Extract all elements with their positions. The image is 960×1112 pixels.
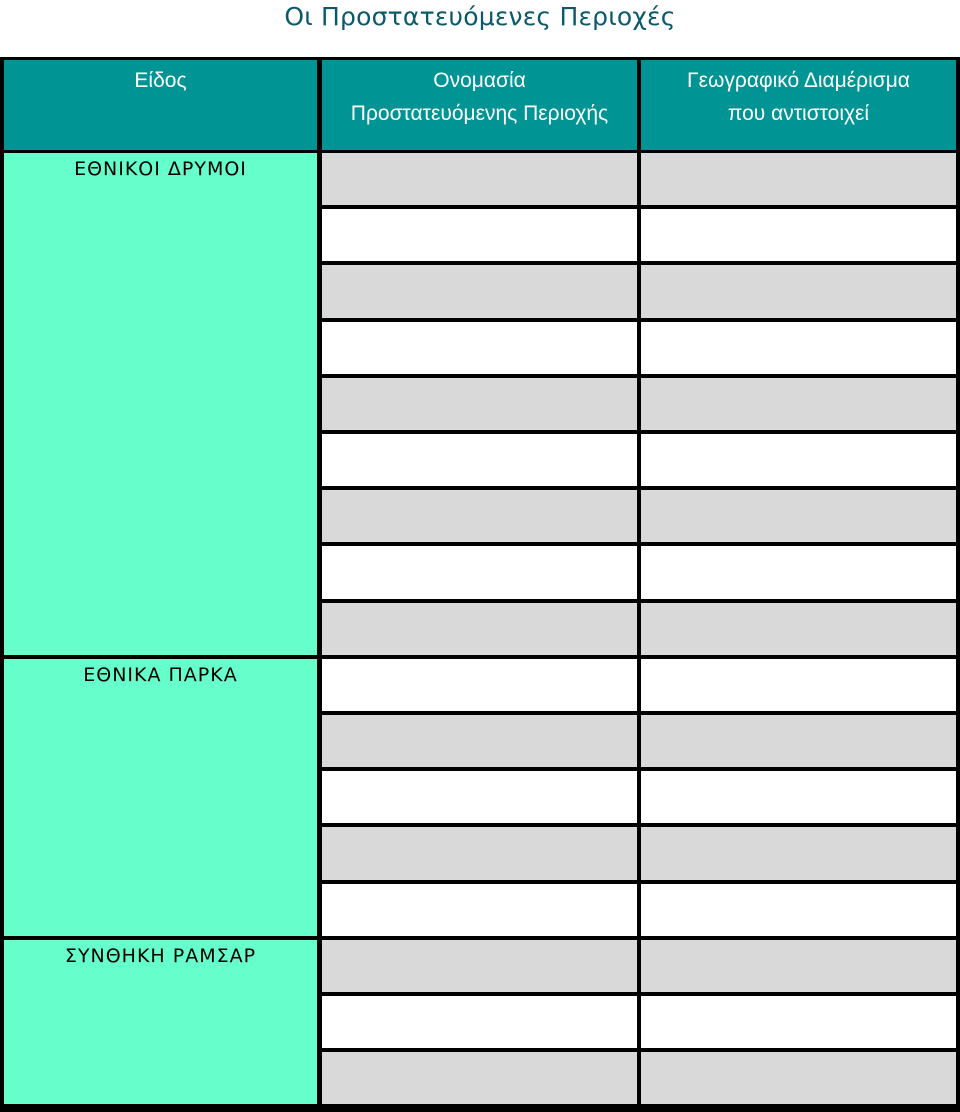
region-cell[interactable] [641, 996, 956, 1048]
name-cell[interactable] [322, 378, 637, 430]
name-cell[interactable] [322, 490, 637, 542]
region-cell[interactable] [641, 265, 956, 318]
region-cell[interactable] [641, 884, 956, 936]
page-title: Οι Προστατευόμενες Περιοχές [284, 2, 676, 31]
category-cell [4, 153, 317, 655]
region-cell[interactable] [641, 940, 956, 992]
name-cell[interactable] [322, 884, 637, 936]
region-cell[interactable] [641, 659, 956, 711]
name-cell[interactable] [322, 153, 637, 205]
header-name-line2: Προστατευόμενης Περιοχής [350, 102, 609, 125]
header-name-line1: Ονομασία [433, 69, 526, 92]
name-cell[interactable] [322, 940, 637, 992]
name-cell[interactable] [322, 659, 637, 711]
header-type [4, 60, 317, 150]
name-cell[interactable] [322, 1052, 637, 1104]
region-cell[interactable] [641, 153, 956, 205]
region-cell[interactable] [641, 378, 956, 430]
region-cell[interactable] [641, 771, 956, 823]
category-label: ΣΥΝΘΗΚΗ ΡΑΜΣΑΡ [64, 945, 257, 967]
region-cell[interactable] [641, 546, 956, 599]
name-cell[interactable] [322, 715, 637, 767]
region-cell[interactable] [641, 1052, 956, 1104]
category-label: ΕΘΝΙΚΟΙ ΔΡΥΜΟΙ [74, 158, 247, 180]
category-cell [4, 940, 317, 1104]
region-cell[interactable] [641, 715, 956, 767]
name-cell[interactable] [322, 265, 637, 318]
header-type-label: Είδος [134, 69, 187, 92]
header-region-line2: που αντιστοιχεί [727, 102, 870, 125]
name-cell[interactable] [322, 322, 637, 374]
region-cell[interactable] [641, 434, 956, 486]
header-region [641, 60, 956, 150]
category-cell [4, 659, 317, 936]
header-region-line1: Γεωγραφικό Διαμέρισμα [687, 69, 910, 92]
name-cell[interactable] [322, 996, 637, 1048]
region-cell[interactable] [641, 490, 956, 542]
name-cell[interactable] [322, 827, 637, 880]
category-label: ΕΘΝΙΚΑ ΠΑΡΚΑ [83, 664, 238, 686]
name-cell[interactable] [322, 209, 637, 261]
region-cell[interactable] [641, 827, 956, 880]
name-cell[interactable] [322, 771, 637, 823]
region-cell[interactable] [641, 322, 956, 374]
name-cell[interactable] [322, 603, 637, 655]
region-cell[interactable] [641, 209, 956, 261]
name-cell[interactable] [322, 546, 637, 599]
region-cell[interactable] [641, 603, 956, 655]
name-cell[interactable] [322, 434, 637, 486]
protected-areas-table [0, 57, 960, 1112]
header-name [322, 60, 637, 150]
